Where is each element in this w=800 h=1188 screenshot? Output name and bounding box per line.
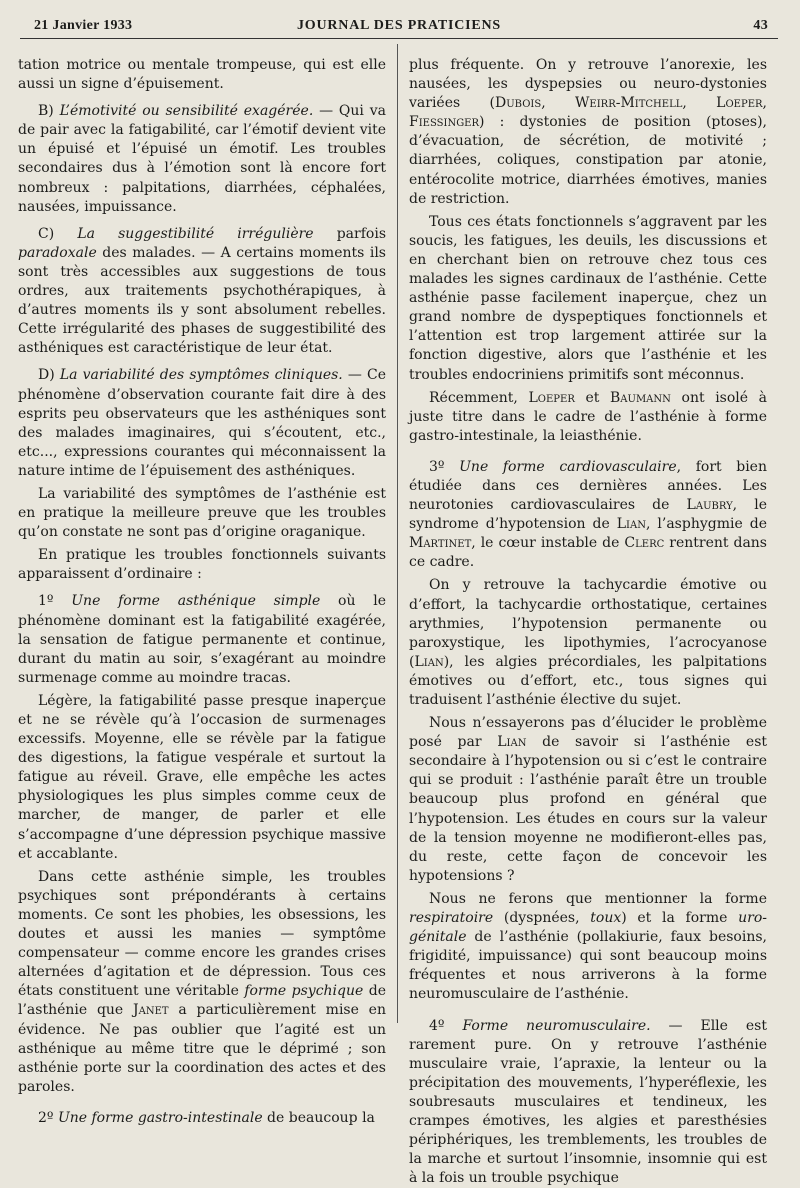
paragraph: Nous ne ferons que mentionner la forme respiratoire (dyspnées, toux) et la forme uro-génitale de l’asthénie (pollakiurie, faux besoins, frigidité, impuissance) qui sont beaucoup moins fréquentes et nous arriverons à la forme neuromusculaire de l’asthénie. — [409, 890, 767, 1005]
section-title: La variabilité des symptômes cliniques. — [60, 367, 343, 383]
paragraph: Légère, la fatigabilité passe presque inaperçue et ne se révèle qu’à l’occasion de surmenages excessifs. Moyenne, elle se révèle par la fatigue des digestions, la fatigue vespérale et surtout la fatigue au réveil. Grave, elle empêche les actes physiologiques les plus simples comme ceux de marcher, de manger, de parler et elle s’accompagne d’une dépression psychique massive et accablante. — [18, 692, 386, 864]
section-title: La suggestibilité irrégulière — [77, 226, 313, 242]
form-3-heading: 3º Une forme cardiovasculaire, fort bien étudiée dans ces dernières années. Les neurotonies cardiovasculaires de Laubry, le syndrome d’hypotension de Lian, l’asphygmie de Martinet, le cœur instable de Clerc rentrent dans ce cadre. — [409, 458, 767, 573]
author-name: Baumann — [610, 390, 671, 406]
left-column — [18, 56, 386, 1049]
paragraph: On y retrouve la tachycardie émotive ou d’effort, la tachycardie orthostatique, certaines arythmies, l’hypotension permanente ou paroxystique, les lipothymies, l’acrocyanose (Lian), les algies précordiales, les palpitations émotives ou d’effort, etc., tous signes qui traduisent l’asthénie élective du sujet. — [409, 576, 767, 710]
form-1-heading: 1º Une forme asthénique simple où le phénomène dominant est la fatigabilité exagérée, la sensation de fatigue permanente et continue, durant du matin au soir, s’exagérant au moindre surmenage comme au moindre tracas. — [18, 592, 386, 687]
paragraph: Récemment, Loeper et Baumann ont isolé à juste titre dans le cadre de l’asthénie à forme gastro-intestinale, la leiasthénie. — [409, 389, 767, 446]
section-c: C) La suggestibilité irrégulière parfois paradoxale des malades. — A certains moments ils sont très accessibles aux suggestions de tous ordres, aux traitements psychothérapiques, à d’autres moments ils y sont absolument rebelles. Cette irrégularité des phases de suggestibilité des asthéniques est caractéristique de leur état. — [18, 225, 386, 359]
paragraph: La variabilité des symptômes de l’asthénie est en pratique la meilleure preuve que les troubles qu’on constate ne sont pas d’origine oraganique. — [18, 485, 386, 542]
header-date: 21 Janvier 1933 — [34, 18, 132, 34]
form-4-heading: 4º Forme neuromusculaire. — Elle est rarement pure. On y retrouve l’asthénie musculaire vraie, l’apraxie, la lenteur ou la précipitation des mouvements, l’hyperéflexie, les soubresauts musculaires et tendineux, les crampes émotives, les algies et paresthésies périphériques, les tremblements, les troubles de la marche et surtout l’insomnie, insomnie qui est à la fois un trouble psychique — [409, 1017, 767, 1188]
section-title: Une forme asthénique simple — [71, 593, 320, 609]
paragraph: plus fréquente. On y retrouve l’anorexie, les nausées, les dyspepsies ou neuro-dystonies variées (Dubois, Weirr-Mitchell, Loeper, Fiessinger) : dystonies de position (ptoses), d’évacuation, de sécrétion, de motivité ; diarrhées, coliques, constipation par atonie, entérocolite motrice, diarrhées émotives, manies de restriction. — [409, 56, 767, 209]
author-name: Clerc — [624, 535, 664, 551]
journal-title: JOURNAL DES PRATICIENS — [28, 18, 770, 34]
author-name: Janet — [133, 1002, 169, 1018]
column-divider — [397, 44, 398, 1023]
author-name: Martinet — [409, 535, 471, 551]
author-name: Lian — [497, 734, 526, 750]
paragraph: Dans cette asthénie simple, les troubles psychiques sont prépondérants à certains moments. Ce sont les phobies, les obsessions, les doutes et aussi les manies — symptôme compensateur — comme encore les grandes crises alternées d’agitation et de dépression. Tous ces états constituent une véritable forme psychique de l’asthénie que Janet a particulièrement mise en évidence. Ne pas oublier que l’agité est un asthénique au même titre que le déprimé ; son asthénie porte sur la coordination des actes et des paroles. — [18, 868, 386, 1097]
section-title: Une forme gastro-intestinale — [58, 1110, 263, 1126]
paragraph: Nous n’essayerons pas d’élucider le problème posé par Lian de savoir si l’asthénie est secondaire à l’hypotension ou si c’est le contraire qui se produit : l’asthénie paraît être un trouble beaucoup plus profond en général que l’hypotension. Les études en cours sur la valeur de la tension moyenne ne modifieront-elles pas, du reste, cette façon de concevoir les hypotensions ? — [409, 714, 767, 886]
right-column — [409, 56, 767, 1049]
author-name: Laubry — [687, 497, 733, 513]
paragraph: En pratique les troubles fonctionnels suivants apparaissent d’ordinaire : — [18, 546, 386, 584]
author-name: Loeper — [529, 390, 575, 406]
form-2-heading: 2º Une forme gastro-intestinale de beaucoup la — [18, 1109, 386, 1128]
paragraph: tation motrice ou mentale trompeuse, qui est elle aussi un signe d’épuisement. — [18, 56, 386, 94]
section-title: Une forme cardiovasculaire — [459, 459, 677, 475]
paragraph: Tous ces états fonctionnels s’aggravent par les soucis, les fatigues, les deuils, les discussions et en cherchant bien on retrouve chez tous ces malades les signes cardinaux de l’asthénie. Cette asthénie passe facilement inaperçue, chez un grand nombre de dyspeptiques fonctionnels et l’attention est trop largement attirée sur la fonction digestive, alors que l’asthénie et les troubles endocriniens primitifs sont méconnus. — [409, 213, 767, 385]
section-d: D) La variabilité des symptômes cliniques. — Ce phénomène d’observation courante fait dire à des esprits peu observateurs que les asthéniques sont des malades imaginaires, qui s’écoutent, etc., etc..., expressions courantes qui méconnaissent la nature intime de l’épuisement des asthéniques. — [18, 366, 386, 481]
section-b: B) L’émotivité ou sensibilité exagérée. — Qui va de pair avec la fatigabilité, car l’émotif devient vite un épuisé et l’épuisé un émotif. Les troubles secondaires dus à l’émotion sont là encore fort nombreux : palpitations, diarrhées, céphalées, nausées, impuissance. — [18, 102, 386, 217]
section-title: L’émotivité ou sensibilité exagérée. — [60, 103, 314, 119]
author-name: Lian — [617, 516, 646, 532]
header-rule — [20, 38, 778, 39]
running-header — [28, 14, 770, 36]
author-name: Lian — [414, 654, 443, 670]
page-number: 43 — [753, 18, 768, 34]
author-names: Dubois, Weirr-Mitchell, Loeper, Fiessinger — [409, 95, 767, 130]
section-title: Forme neuromusculaire. — [462, 1018, 650, 1034]
